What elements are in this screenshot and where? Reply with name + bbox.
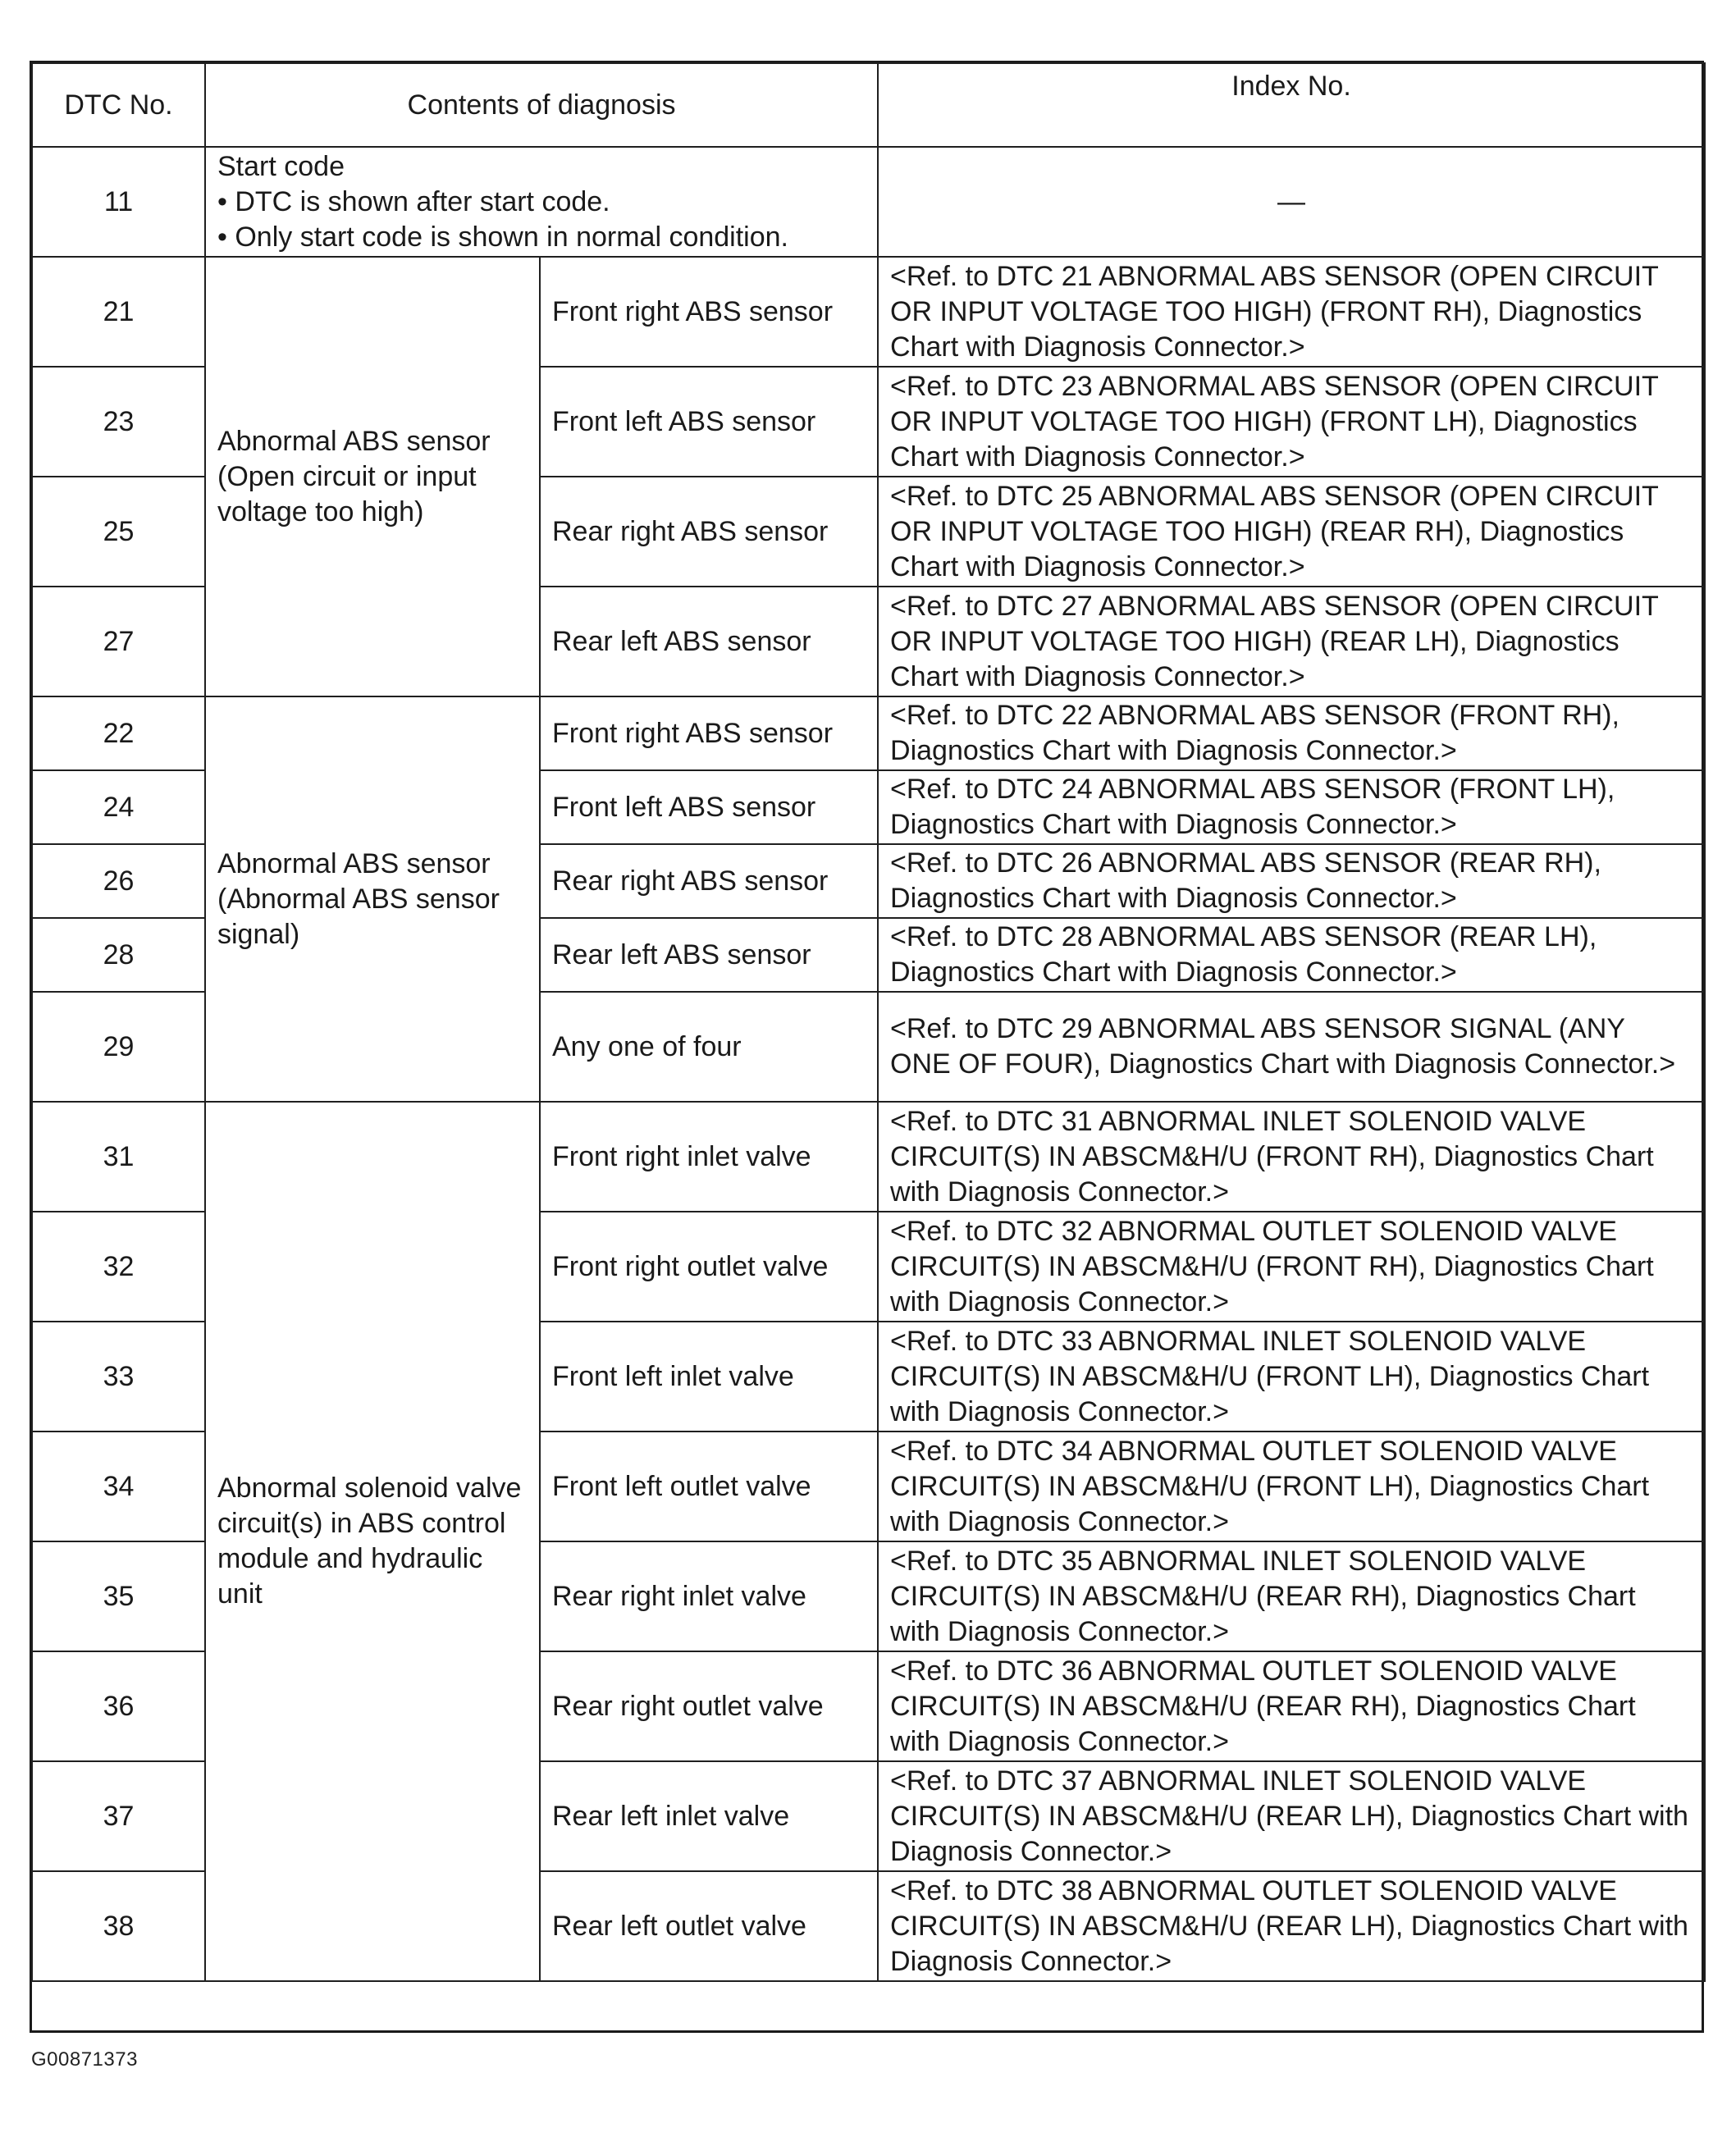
diagnosis-item: Front left inlet valve: [540, 1322, 878, 1432]
dtc-number: 21: [32, 257, 205, 367]
index-cell: —: [878, 147, 1705, 257]
table-row: [32, 696, 1705, 770]
diagnosis-item: Front left ABS sensor: [540, 367, 878, 477]
index-reference: <Ref. to DTC 36 ABNORMAL OUTLET SOLENOID VALVE CIRCUIT(S) IN ABSCM&H/U (REAR RH), Diagnostics Chart with Diagnosis Connector.>: [878, 1651, 1705, 1761]
dtc-number: 33: [32, 1322, 205, 1432]
start-code-note: • Only start code is shown in normal condition.: [217, 221, 789, 253]
diagnosis-item: Rear left inlet valve: [540, 1761, 878, 1871]
index-reference: <Ref. to DTC 29 ABNORMAL ABS SENSOR SIGNAL (ANY ONE OF FOUR), Diagnostics Chart with Diagnosis Connector.>: [878, 992, 1705, 1102]
index-reference: <Ref. to DTC 28 ABNORMAL ABS SENSOR (REAR LH), Diagnostics Chart with Diagnosis Connector.>: [878, 918, 1705, 992]
index-reference: <Ref. to DTC 22 ABNORMAL ABS SENSOR (FRONT RH), Diagnostics Chart with Diagnosis Connector.>: [878, 696, 1705, 770]
header-dtc-no: DTC No.: [32, 63, 205, 147]
diagnosis-group-label: Abnormal ABS sensor (Abnormal ABS sensor signal): [205, 696, 540, 1102]
header-contents: Contents of diagnosis: [205, 63, 878, 147]
dtc-number: 26: [32, 844, 205, 918]
diagnosis-item: Rear left outlet valve: [540, 1871, 878, 1981]
index-reference: <Ref. to DTC 25 ABNORMAL ABS SENSOR (OPEN CIRCUIT OR INPUT VOLTAGE TOO HIGH) (REAR RH), Diagnostics Chart with Diagnosis Connector.>: [878, 477, 1705, 587]
dtc-number: 32: [32, 1212, 205, 1322]
index-reference: <Ref. to DTC 31 ABNORMAL INLET SOLENOID VALVE CIRCUIT(S) IN ABSCM&H/U (FRONT RH), Diagnostics Chart with Diagnosis Connector.>: [878, 1102, 1705, 1212]
dtc-number: 37: [32, 1761, 205, 1871]
diagnosis-item: Rear right outlet valve: [540, 1651, 878, 1761]
diagnosis-item: Rear right ABS sensor: [540, 844, 878, 918]
index-reference: <Ref. to DTC 35 ABNORMAL INLET SOLENOID VALVE CIRCUIT(S) IN ABSCM&H/U (REAR RH), Diagnostics Chart with Diagnosis Connector.>: [878, 1541, 1705, 1651]
diagnosis-item: Front right ABS sensor: [540, 257, 878, 367]
dtc-number: 24: [32, 770, 205, 844]
table-header-row: [32, 63, 1705, 147]
header-index-no: Index No.: [878, 63, 1705, 147]
dtc-number: 11: [32, 147, 205, 257]
diagnosis-item: Rear right ABS sensor: [540, 477, 878, 587]
dtc-number: 36: [32, 1651, 205, 1761]
dtc-number: 35: [32, 1541, 205, 1651]
dtc-number: 29: [32, 992, 205, 1102]
index-reference: <Ref. to DTC 24 ABNORMAL ABS SENSOR (FRONT LH), Diagnostics Chart with Diagnosis Connector.>: [878, 770, 1705, 844]
diagnosis-item: Front right ABS sensor: [540, 696, 878, 770]
index-reference: <Ref. to DTC 34 ABNORMAL OUTLET SOLENOID VALVE CIRCUIT(S) IN ABSCM&H/U (FRONT LH), Diagnostics Chart with Diagnosis Connector.>: [878, 1432, 1705, 1541]
table-row: [32, 257, 1705, 367]
start-code-note: • DTC is shown after start code.: [217, 185, 610, 217]
diagnosis-group-label: Abnormal solenoid valve circuit(s) in ABS control module and hydraulic unit: [205, 1102, 540, 1981]
dtc-number: 31: [32, 1102, 205, 1212]
dtc-number: 23: [32, 367, 205, 477]
index-reference: <Ref. to DTC 23 ABNORMAL ABS SENSOR (OPEN CIRCUIT OR INPUT VOLTAGE TOO HIGH) (FRONT LH), Diagnostics Chart with Diagnosis Connector.>: [878, 367, 1705, 477]
diagnosis-groups: [32, 257, 1705, 1981]
diagnosis-item: Rear right inlet valve: [540, 1541, 878, 1651]
index-reference: <Ref. to DTC 21 ABNORMAL ABS SENSOR (OPEN CIRCUIT OR INPUT VOLTAGE TOO HIGH) (FRONT RH), Diagnostics Chart with Diagnosis Connector.>: [878, 257, 1705, 367]
dtc-number: 25: [32, 477, 205, 587]
dtc-number: 27: [32, 587, 205, 696]
dtc-number: 28: [32, 918, 205, 992]
diagnosis-item: Front right inlet valve: [540, 1102, 878, 1212]
index-reference: <Ref. to DTC 27 ABNORMAL ABS SENSOR (OPEN CIRCUIT OR INPUT VOLTAGE TOO HIGH) (REAR LH), Diagnostics Chart with Diagnosis Connector.>: [878, 587, 1705, 696]
index-reference: <Ref. to DTC 26 ABNORMAL ABS SENSOR (REAR RH), Diagnostics Chart with Diagnosis Connector.>: [878, 844, 1705, 918]
diagnosis-item: Rear left ABS sensor: [540, 918, 878, 992]
index-reference: <Ref. to DTC 33 ABNORMAL INLET SOLENOID VALVE CIRCUIT(S) IN ABSCM&H/U (FRONT LH), Diagnostics Chart with Diagnosis Connector.>: [878, 1322, 1705, 1432]
diagnosis-group-label: Abnormal ABS sensor (Open circuit or input voltage too high): [205, 257, 540, 696]
diagnosis-item: Front left ABS sensor: [540, 770, 878, 844]
index-reference: <Ref. to DTC 37 ABNORMAL INLET SOLENOID VALVE CIRCUIT(S) IN ABSCM&H/U (REAR LH), Diagnostics Chart with Diagnosis Connector.>: [878, 1761, 1705, 1871]
dtc-table: [31, 62, 1706, 1982]
diagnosis-item: Any one of four: [540, 992, 878, 1102]
dtc-number: 22: [32, 696, 205, 770]
diagnosis-item: Rear left ABS sensor: [540, 587, 878, 696]
dtc-number: 34: [32, 1432, 205, 1541]
dtc-number: 38: [32, 1871, 205, 1981]
figure-id: G00871373: [31, 2048, 138, 2071]
index-reference: <Ref. to DTC 32 ABNORMAL OUTLET SOLENOID VALVE CIRCUIT(S) IN ABSCM&H/U (FRONT RH), Diagnostics Chart with Diagnosis Connector.>: [878, 1212, 1705, 1322]
index-reference: <Ref. to DTC 38 ABNORMAL OUTLET SOLENOID VALVE CIRCUIT(S) IN ABSCM&H/U (REAR LH), Diagnostics Chart with Diagnosis Connector.>: [878, 1871, 1705, 1981]
table-row: [32, 1102, 1705, 1212]
start-code-title: Start code: [217, 150, 345, 182]
table-row: [32, 147, 1705, 257]
start-code-cell: [205, 147, 878, 257]
diagnosis-item: Front left outlet valve: [540, 1432, 878, 1541]
diagnosis-item: Front right outlet valve: [540, 1212, 878, 1322]
